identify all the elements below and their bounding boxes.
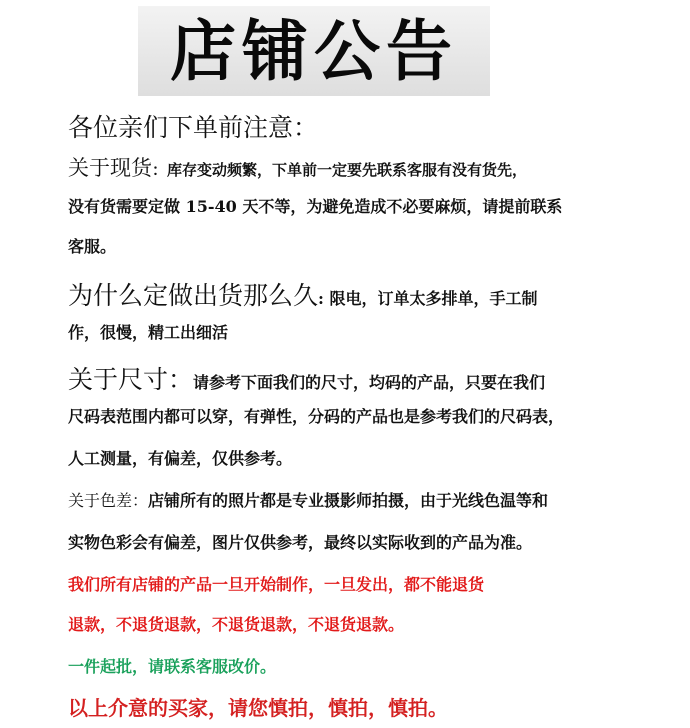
size-text-2: 尺码表范围内都可以穿，有弹性，分码的产品也是参考我们的尺码表， [68, 407, 565, 426]
color-text-2: 实物色彩会有偏差，图片仅供参考，最终以实际收到的产品为准。 [68, 533, 533, 552]
delay-heading: 为什么定做出货那么久 [68, 281, 319, 310]
refund-text-1: 我们所有店铺的产品一旦开始制作，一旦发出，都不能退货 [68, 575, 485, 594]
delay-text-2: 作，很慢，精工出细活 [68, 323, 229, 342]
size-text-1: 请参考下面我们的尺寸，均码的产品，只要在我们 [193, 373, 546, 392]
color-paragraph-line-1 [68, 488, 548, 511]
stock-text-1: ：库存变动频繁，下单前一定要先联系客服有没有货先， [152, 161, 528, 179]
delay-paragraph-line-1 [68, 276, 538, 312]
stock-text-3: 客服。 [68, 237, 117, 256]
size-text-3: 人工测量，有偏差，仅供参考。 [68, 449, 293, 468]
color-heading: 关于色差： [68, 491, 149, 510]
refund-text-2: 退款，不退货退款，不退货退款，不退货退款。 [68, 615, 405, 634]
wholesale-text: 一件起批，请联系客服改价。 [68, 657, 277, 676]
notice-banner [138, 6, 490, 96]
size-paragraph-line-1 [68, 360, 545, 396]
stock-text-2: 没有货需要定做 15-40 天不等，为避免造成不必要麻烦，请提前联系 [68, 197, 563, 216]
size-heading: 关于尺寸： [68, 365, 194, 394]
intro-title: 各位亲们下单前注意： [68, 113, 319, 142]
color-text-1: 店铺所有的照片都是专业摄影师拍摄，由于光线色温等和 [148, 491, 549, 510]
closing-text: 以上介意的买家，请您慎拍，慎拍，慎拍。 [68, 696, 448, 720]
delay-text-1: : 限电，订单太多排单，手工制 [318, 289, 538, 308]
stock-paragraph-line-1 [68, 152, 527, 182]
stock-heading: 关于现货 [68, 156, 152, 180]
banner-title: 店铺公告 [170, 12, 458, 90]
